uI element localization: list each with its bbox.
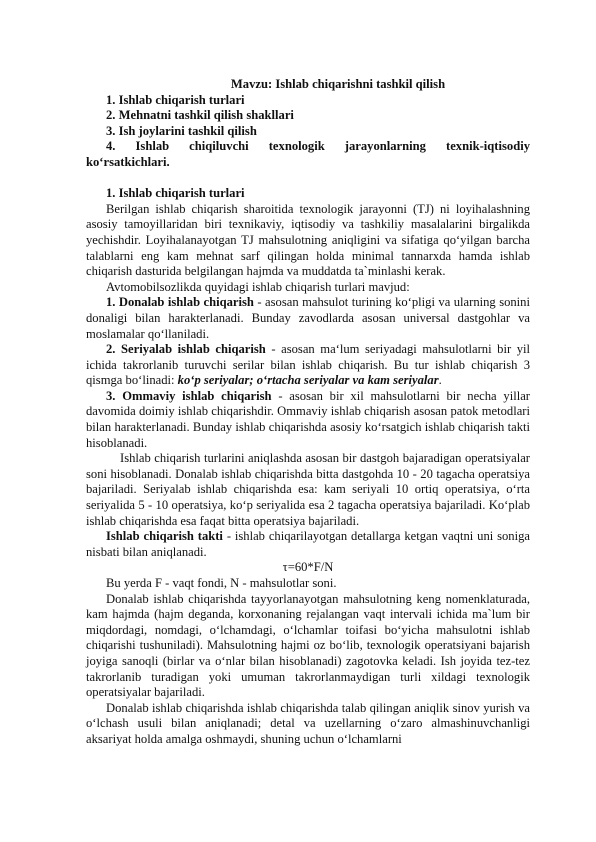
document-title: Mavzu: Ishlab chiqarishni tashkil qilish — [230, 77, 446, 91]
paragraph: Avtomobilsozlikda quyidagi ishlab chiqarish turlari mavjud: — [106, 279, 410, 294]
formula: τ=60*F/N — [282, 560, 334, 575]
punctuation: . — [438, 373, 442, 388]
paragraph: Donalab ishlab chiqarishda tayyorlanayotgan mahsulotning keng nomenklaturada, kam hajmda (hajm deganda, korxonaning rejalangan vaqt intervali ichida ma`lum bir miqdordagi, nomdagi, o‘lchamdagi, o‘lchamlar toifasi bo‘yicha mahsulotni ishlab chiqarishi tushuniladi). Mahsulotning hajmi oz bo‘lib, texnologik operatsiyani bajarish joyiga sanoqli (birlar va o‘nlar bilan hisoblanadi) zagotovka keladi. Ish joyida tez-tez takrorlanib turadigan yoki umuman takrorlanmaydigan turli xildagi texnologik operatsiyalar bajariladi. — [86, 591, 530, 700]
paragraph — [86, 529, 530, 560]
paragraph — [86, 389, 530, 451]
term: 2. Seriyalab ishlab chiqarish — [106, 342, 266, 357]
document-body — [86, 77, 530, 748]
paragraph — [86, 342, 530, 389]
term: 1. Donalab ishlab chiqarish — [106, 295, 254, 310]
toc-item-1: 1. Ishlab chiqarish turlari — [106, 92, 245, 107]
toc-item-4: 4. Ishlab chiqiluvchi texnologik jarayonlarning texnik-iqtisodiy ko‘rsatkichlari. — [86, 139, 530, 169]
term-definition: - asosan ma‘lum seriyadagi mahsulotlarni bir yil ichida takrorlanib turuvchi serilar bilan ishlab chiqarish. Bu tur ishlab chiqarish 3 qismga bo‘linadi: — [86, 342, 530, 388]
term-definition: - asosan bir xil mahsulotlarni bir necha yillar davomida doimiy ishlab chiqarishdir. Ommaviy ishlab chiqarish asosan patok metodlari bilan harakterlanadi. Bunday ishlab chiqarishda asosiy ko‘rsatgich ishlab chiqarish takti hisoblanadi. — [86, 388, 530, 450]
toc-item-3: 3. Ish joylarini tashkil qilish — [106, 123, 257, 138]
section-heading: 1. Ishlab chiqarish turlari — [106, 186, 245, 201]
term: 3. Ommaviy ishlab chiqarish — [106, 388, 272, 403]
emphasis: ko‘p seriyalar; o‘rtacha seriyalar va kam seriyalar — [177, 373, 439, 388]
blank-line — [86, 171, 530, 187]
term: Ishlab chiqarish takti — [106, 529, 223, 544]
paragraph: Ishlab chiqarish turlarini aniqlashda asosan bir dastgoh bajaradigan operatsiyalar soni hisoblanadi. Donalab ishlab chiqarishda bitta dastgohda 10 - 20 tagacha operatsiya bajariladi. Seriyalab ishlab chiqarishda esa: kam seriyali 10 ortiq operatsiya, o‘rta seriyalida 5 - 10 operatsiya, ko‘p seriyalida esa 2 tagacha operatsiya bajariladi. Ko‘plab ishlab chiqarishda esa faqat bitta operatsiya bajariladi. — [86, 451, 530, 528]
paragraph — [86, 295, 530, 342]
term-definition: - asosan mahsulot turining ko‘pligi va ularning sonini donaligi bilan harakterlanadi. Bunday zavodlarda asosan universal dastgohlar va moslamalar qo‘llaniladi. — [86, 295, 530, 341]
paragraph: Bu yerda F - vaqt fondi, N - mahsulotlar soni. — [106, 576, 337, 590]
paragraph: Donalab ishlab chiqarishda ishlab chiqarishda talab qilingan aniqlik sinov yurish va o‘lchash usuli bilan aniqlanadi; detal va uzellarning o‘zaro almashinuvchanligi aksariyat holda amalga oshmaydi, shuning uchun o‘lchamlarni — [86, 700, 530, 746]
term-definition: - ishlab chiqarilayotgan detallarga ketgan vaqtni uni soniga nisbati bilan aniqlanadi. — [86, 529, 530, 559]
toc-item-2: 2. Mehnatni tashkil qilish shakllari — [106, 108, 294, 123]
paragraph: Berilgan ishlab chiqarish sharoitida texnologik jarayonni (TJ) ni loyihalashning asosiy tamoyillaridan biri texnikaviy, iqtisodiy va tashkiliy masalalarini birgalikda yechishdir. Loyihalanayotgan TJ mahsulotning aniqligini va sifatiga qo‘yilgan barcha talablarni eng kam mehnat sarf qilingan holda minimal tannarxda hamda ishlab chiqarish dasturida belgilangan hajmda va muddatda ta`minlashi kerak. — [86, 201, 530, 279]
